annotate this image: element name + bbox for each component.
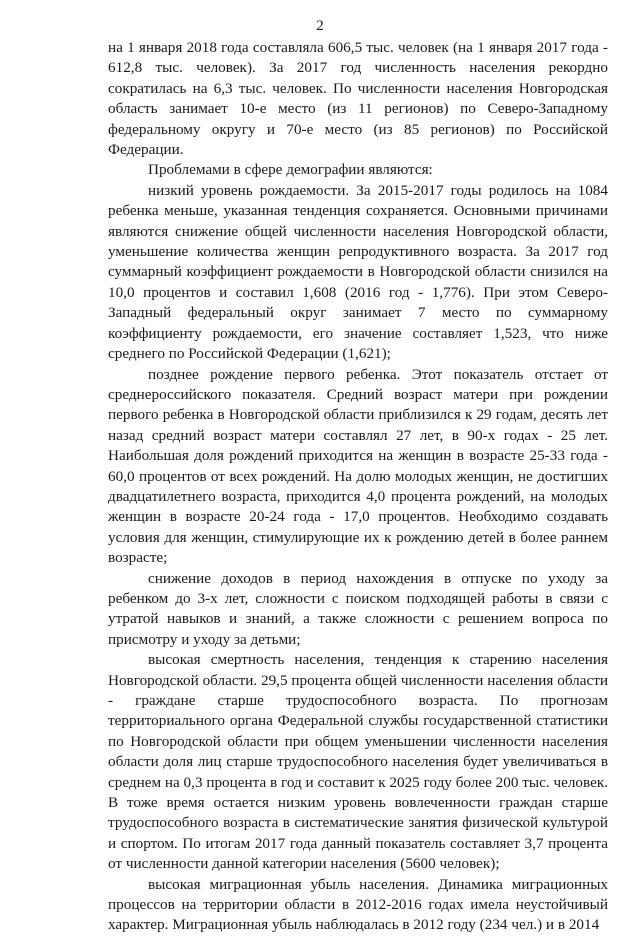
paragraph-low-birth-rate: низкий уровень рождаемости. За 2015-2017 годы родилось на 1084 ребенка меньше, указанная тенденция сохраняется. Основными причинами являются снижение общей численности населения Новгородской области, уменьшение количества женщин репродуктивного возраста. За 2017 год суммарный коэффициент рождаемости в Новгородской области снизился на 10,0 процентов и составил 1,608 (2016 год - 1,776). При этом Северо-Западный федеральный округ занимает 7 место по суммарному коэффициенту рождаемости, его значение составляет 1,523, что ниже среднего по Российской Федерации (1,621); [108,181,608,363]
paragraph-migration-loss: высокая миграционная убыль населения. Динамика миграционных процессов на территории области в 2012-2016 годах имела неустойчивый характер. Миграционная убыль наблюдалась в 2012 году (234 чел.) и в 2014 [108,875,608,934]
body-text [108,38,608,936]
paragraph-income-decrease: снижение доходов в период нахождения в отпуске по уходу за ребенком до 3-х лет, сложности с поиском подходящей работы в связи с утратой навыков и знаний, а также сложности с решением вопроса по присмотру и уходу за детьми; [108,569,608,648]
paragraph-population-summary: на 1 января 2018 года составляла 606,5 тыс. человек (на 1 января 2017 года - 612,8 тыс. человек). За 2017 год численность населения рекордно сократилась на 6,3 тыс. человек. По численности населения Новгородская область занимает 10-е место (из 11 регионов) по Северо-Западному федеральному округу и 70-е место (из 85 регионов) по Российской Федерации. [108,39,608,159]
paragraph-high-mortality: высокая смертность населения, тенденция к старению населения Новгородской области. 29,5 процента общей численности населения области - граждане старше трудоспособного возраста. По прогнозам территориального органа Федеральной службы государственной статистики по Новгородской области при общем уменьшении численности населения области доля лиц старше трудоспособного населения будет увеличиваться в среднем на 0,3 процента в год и составит к 2025 году более 200 тыс. человек. В тоже время остается низким уровень вовлеченности граждан старше трудоспособного возраста в систематические занятия физической культурой и спортом. По итогам 2017 года данный показатель составляет 3,7 процента от численности данной категории населения (5600 человек); [108,651,608,873]
paragraph-problems-heading: Проблемами в сфере демографии являются: [148,161,433,179]
page-number: 2 [316,18,324,34]
paragraph-late-first-child: позднее рождение первого ребенка. Этот показатель отстает от среднероссийского показателя. Средний возраст матери при рождении первого ребенка в Новгородской области приблизился к 29 годам, десять лет назад средний возраст матери составлял 27 лет, в 90-х годах - 25 лет. Наибольшая доля рождений приходится на женщин в возрасте 25-33 года - 60,0 процентов от всех рождений. На долю молодых женщин, не достигших двадцатилетнего возраста, приходится 4,0 процента рождений, на молодых женщин в возрасте 20-24 года - 17,0 процентов. Необходимо создавать условия для женщин, стимулирующие их к рождению детей в более раннем возрасте; [108,365,608,567]
